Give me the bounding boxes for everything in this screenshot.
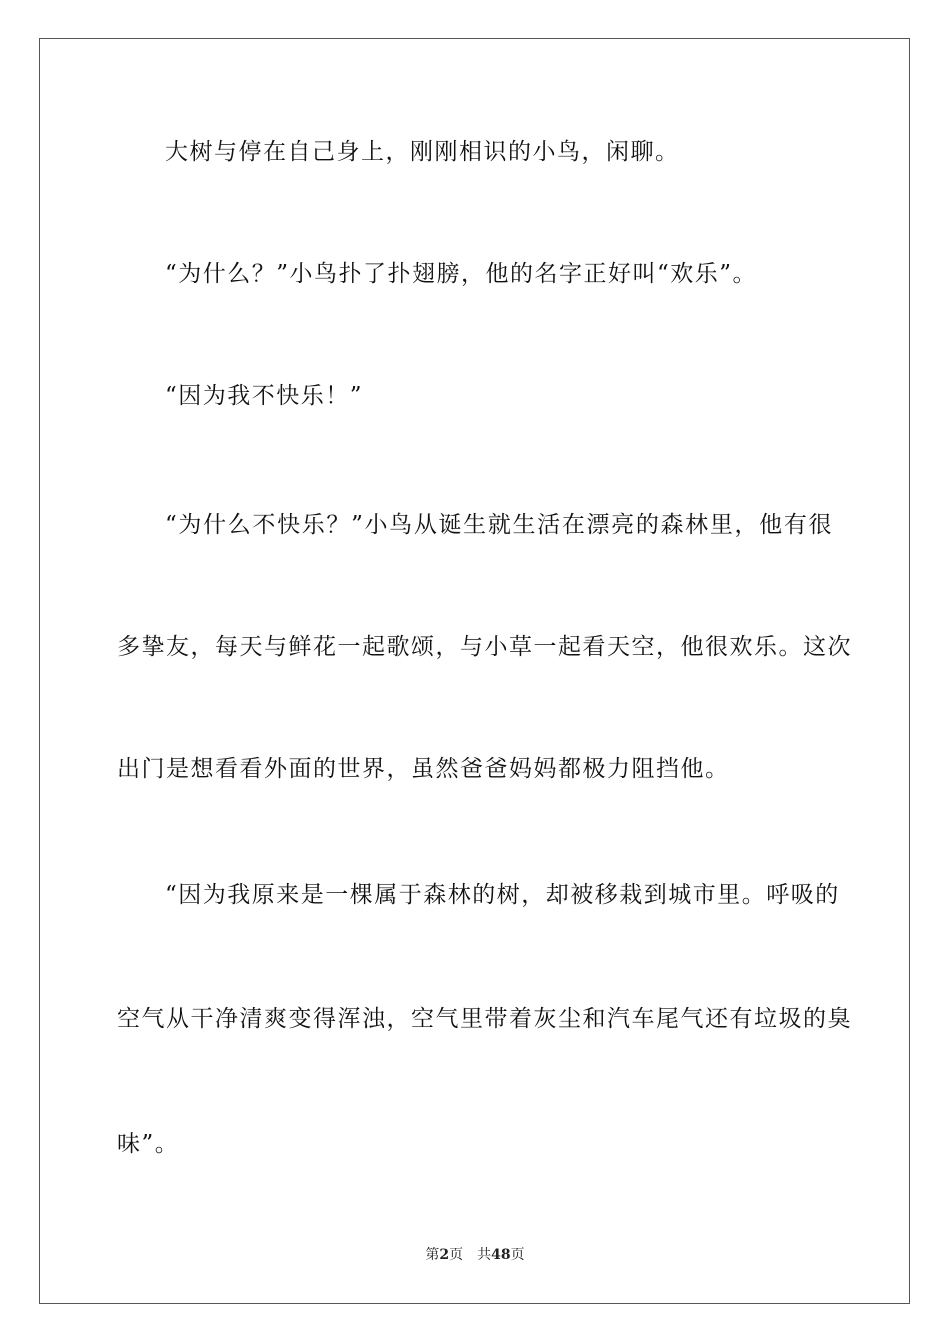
paragraph-line-4: “为什么不快乐？”小鸟从诞生就生活在漂亮的森林里，他有很 [165, 512, 833, 538]
page-number: 2 [439, 1247, 450, 1263]
page-footer [0, 1246, 950, 1264]
total-pages: 48 [491, 1247, 511, 1263]
paragraph-line-6: 出门是想看看外面的世界，虽然爸爸妈妈都极力阻挡他。 [117, 756, 730, 782]
paragraph-line-1: 大树与停在自己身上，刚刚相识的小鸟，闲聊。 [165, 139, 680, 165]
paragraph-line-8: 空气从干净清爽变得浑浊，空气里带着灰尘和汽车尾气还有垃圾的臭 [117, 1006, 852, 1032]
paragraph-line-7: “因为我原来是一棵属于森林的树，却被移栽到城市里。呼吸的 [165, 882, 840, 908]
total-suffix: 页 [510, 1247, 525, 1263]
total-prefix: 共 [477, 1247, 492, 1263]
paragraph-line-3: “因为我不快乐！” [165, 383, 364, 409]
paragraph-line-2: “为什么？”小鸟扑了扑翅膀，他的名字正好叫“欢乐”。 [165, 261, 758, 287]
paragraph-line-9: 味”。 [117, 1131, 180, 1157]
page-suffix: 页 [449, 1247, 464, 1263]
paragraph-line-5: 多挚友，每天与鲜花一起歌颂，与小草一起看天空，他很欢乐。这次 [117, 634, 852, 660]
page-border [39, 38, 910, 1304]
page-prefix: 第 [425, 1247, 440, 1263]
